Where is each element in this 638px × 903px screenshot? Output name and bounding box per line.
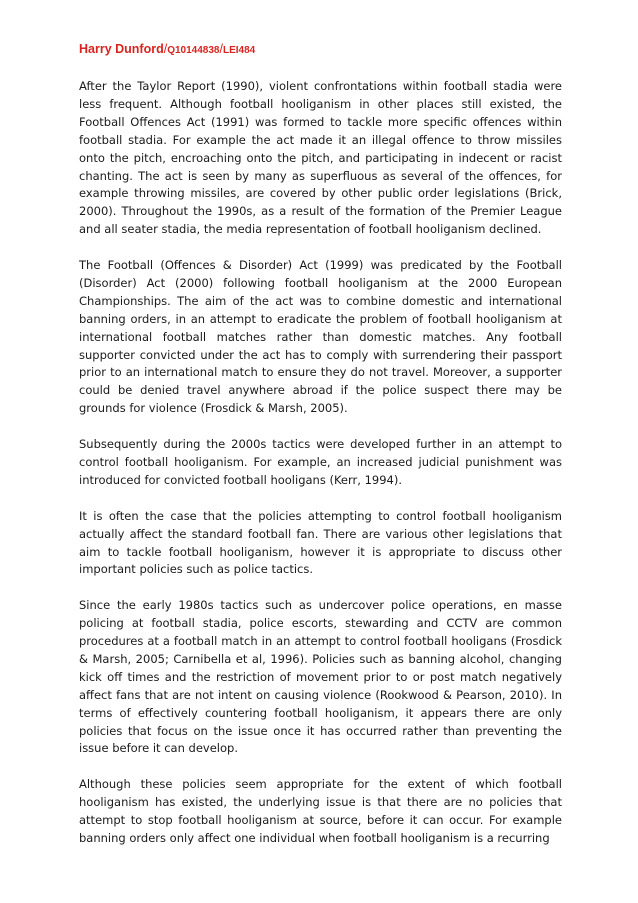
author-name: Harry Dunford xyxy=(79,42,164,56)
paragraph: After the Taylor Report (1990), violent confrontations within football stadia were less frequent. Although football hooliganism in other places still existed, the Football Offences Act (1991) was formed to tackle more specific offences within football stadia. For example the act made it an illegal offence to throw missiles onto the pitch, encroaching onto the pitch, and participating in indecent or racist chanting. The act is seen by many as superfluous as several of the offences, for example throwing missiles, are covered by other public order legislations (Brick, 2000). Throughout the 1990s, as a result of the formation of the Premier League and all seater stadia, the media representation of football hooliganism declined. xyxy=(79,79,562,237)
document-header xyxy=(79,42,255,58)
student-id: Q10144838 xyxy=(167,45,220,56)
paragraph: The Football (Offences & Disorder) Act (1999) was predicated by the Football (Disorder) Act (2000) following football hooliganism at the 2000 European Championships. The aim of the act was to combine domestic and international banning orders, in an attempt to eradicate the problem of football hooliganism at international football matches rather than domestic matches. Any football supporter convicted under the act has to comply with surrendering their passport prior to an international match to ensure they do not travel. Moreover, a supporter could be denied travel anywhere abroad if the police suspect there may be grounds for violence (Frosdick & Marsh, 2005). xyxy=(79,258,562,416)
paragraph: Subsequently during the 2000s tactics were developed further in an attempt to control football hooliganism. For example, an increased judicial punishment was introduced for convicted football hooligans (Kerr, 1994). xyxy=(79,437,562,487)
paragraph: Although these policies seem appropriate for the extent of which football hooliganism has existed, the underlying issue is that there are no policies that attempt to stop football hooliganism at source, before it can occur. For example banning orders only affect one individual when football hooliganism is a recurring xyxy=(79,777,562,845)
paragraph: Since the early 1980s tactics such as undercover police operations, en masse policing at football stadia, police escorts, stewarding and CCTV are common procedures at a football match in an attempt to control football hooligans (Frosdick & Marsh, 2005; Carnibella et al, 1996). Policies such as banning alcohol, changing kick off times and the restriction of movement prior to or post match negatively affect fans that are not intent on causing violence (Rookwood & Pearson, 2010). In terms of effectively countering football hooliganism, it appears there are only policies that focus on the issue once it has occurred rather than preventing the issue before it can develop. xyxy=(79,598,562,756)
header-separator: / xyxy=(163,42,168,56)
module-code: LEI484 xyxy=(222,45,256,56)
paragraph: It is often the case that the policies attempting to control football hooliganism actually affect the standard football fan. There are various other legislations that aim to tackle football hooliganism, however it is appropriate to discuss other important policies such as police tactics. xyxy=(79,508,562,577)
header-separator: / xyxy=(219,42,223,56)
document-body xyxy=(79,78,562,866)
